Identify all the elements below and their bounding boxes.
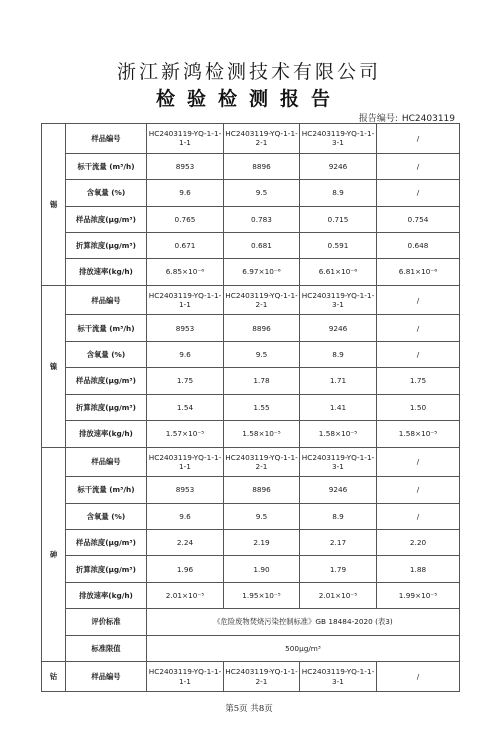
sample-code: HC2403119-YQ-1-1-2-1 (224, 285, 300, 315)
table-row (42, 394, 460, 420)
value-cell: 2.01×10⁻⁵ (300, 582, 377, 608)
sample-code: HC2403119-YQ-1-1-3-1 (300, 124, 377, 154)
value-cell: 1.50 (377, 394, 460, 420)
value-cell: 1.78 (224, 368, 300, 394)
results-table (41, 123, 460, 692)
value-cell: 0.591 (300, 232, 377, 258)
table-row (42, 447, 460, 477)
value-cell: 8.9 (300, 180, 377, 206)
value-cell: 1.88 (377, 556, 460, 582)
value-cell: 9.5 (224, 341, 300, 367)
value-cell: 8953 (147, 477, 224, 503)
row-label: 含氧量 (%) (66, 180, 147, 206)
sample-code: HC2403119-YQ-1-1-1-1 (147, 662, 224, 692)
value-cell: 8896 (224, 153, 300, 179)
value-cell: 0.671 (147, 232, 224, 258)
table-row (42, 153, 460, 179)
row-label: 样品编号 (66, 285, 147, 315)
sample-code: / (377, 447, 460, 477)
value-cell: 1.79 (300, 556, 377, 582)
value-cell: 1.96 (147, 556, 224, 582)
value-cell: 2.19 (224, 530, 300, 556)
value-cell: 9246 (300, 315, 377, 341)
row-label: 折算浓度(μg/m³) (66, 394, 147, 420)
value-cell: 0.754 (377, 206, 460, 232)
row-label: 样品编号 (66, 447, 147, 477)
value-cell: 1.57×10⁻⁵ (147, 421, 224, 447)
table-row (42, 662, 460, 692)
value-cell: 8.9 (300, 341, 377, 367)
sample-code: HC2403119-YQ-1-1-1-1 (147, 447, 224, 477)
value-cell: 6.81×10⁻⁶ (377, 259, 460, 285)
value-cell: 8896 (224, 315, 300, 341)
value-cell: 2.01×10⁻⁵ (147, 582, 224, 608)
value-cell: 9.5 (224, 503, 300, 529)
sample-code: / (377, 124, 460, 154)
value-cell: 0.715 (300, 206, 377, 232)
value-cell: 1.75 (147, 368, 224, 394)
table-row (42, 124, 460, 154)
element-cell: 锡 (42, 124, 66, 286)
value-cell: 0.681 (224, 232, 300, 258)
value-cell: / (377, 180, 460, 206)
table-row (42, 368, 460, 394)
row-label: 样品浓度(μg/m³) (66, 368, 147, 394)
row-label: 排放速率(kg/h) (66, 259, 147, 285)
row-label: 含氧量 (%) (66, 341, 147, 367)
row-label: 评价标准 (66, 609, 147, 635)
value-cell: 1.58×10⁻⁵ (377, 421, 460, 447)
value-cell: 1.75 (377, 368, 460, 394)
row-label: 标准限值 (66, 635, 147, 661)
value-cell: 9.6 (147, 341, 224, 367)
report-number-label: 报告编号: (358, 114, 398, 124)
row-label: 标干流量 (m³/h) (66, 477, 147, 503)
table-row (42, 206, 460, 232)
value-cell: 8.9 (300, 503, 377, 529)
table-row (42, 530, 460, 556)
value-cell: 8896 (224, 477, 300, 503)
value-cell: 2.17 (300, 530, 377, 556)
value-cell: 8953 (147, 153, 224, 179)
sample-code: HC2403119-YQ-1-1-3-1 (300, 662, 377, 692)
row-label: 样品编号 (66, 124, 147, 154)
limit-value: 500μg/m³ (147, 635, 460, 661)
row-label: 含氧量 (%) (66, 503, 147, 529)
report-title: 检验检测报告 (155, 88, 342, 110)
table-row (42, 315, 460, 341)
table-row (42, 582, 460, 608)
table-row (42, 556, 460, 582)
value-cell: 1.58×10⁻⁵ (300, 421, 377, 447)
value-cell: 0.783 (224, 206, 300, 232)
value-cell: / (377, 503, 460, 529)
value-cell: 1.95×10⁻⁵ (224, 582, 300, 608)
row-label: 折算浓度(μg/m³) (66, 556, 147, 582)
report-number-value: HC2403119 (401, 114, 455, 124)
row-label: 标干流量 (m³/h) (66, 153, 147, 179)
value-cell: 9.5 (224, 180, 300, 206)
value-cell: 9246 (300, 477, 377, 503)
value-cell: 6.85×10⁻⁶ (147, 259, 224, 285)
table-row (42, 341, 460, 367)
value-cell: 8953 (147, 315, 224, 341)
value-cell: 6.97×10⁻⁶ (224, 259, 300, 285)
sample-code: / (377, 662, 460, 692)
table-row (42, 503, 460, 529)
value-cell: 1.90 (224, 556, 300, 582)
table-row (42, 477, 460, 503)
value-cell: 6.61×10⁻⁶ (300, 259, 377, 285)
value-cell: 2.20 (377, 530, 460, 556)
element-cell: 镍 (42, 285, 66, 447)
element-cell: 钴 (42, 662, 66, 692)
page-footer: 第5页 共8页 (225, 704, 273, 714)
value-cell: 0.765 (147, 206, 224, 232)
table-row (42, 232, 460, 258)
value-cell: 1.54 (147, 394, 224, 420)
sample-code: HC2403119-YQ-1-1-2-1 (224, 662, 300, 692)
value-cell: / (377, 315, 460, 341)
value-cell: 1.55 (224, 394, 300, 420)
value-cell: 9246 (300, 153, 377, 179)
row-label: 样品浓度(μg/m³) (66, 206, 147, 232)
company-name: 浙江新鸿检测技术有限公司 (116, 61, 381, 83)
value-cell: / (377, 477, 460, 503)
sample-code: HC2403119-YQ-1-1-1-1 (147, 285, 224, 315)
row-label: 标干流量 (m³/h) (66, 315, 147, 341)
table-row (42, 421, 460, 447)
element-cell: 砷 (42, 447, 66, 662)
table-row (42, 285, 460, 315)
row-label: 折算浓度(μg/m³) (66, 232, 147, 258)
table-row (42, 259, 460, 285)
value-cell: 1.58×10⁻⁵ (224, 421, 300, 447)
value-cell: 1.71 (300, 368, 377, 394)
row-label: 排放速率(kg/h) (66, 582, 147, 608)
row-label: 排放速率(kg/h) (66, 421, 147, 447)
value-cell: / (377, 341, 460, 367)
table-row (42, 635, 460, 661)
value-cell: / (377, 153, 460, 179)
value-cell: 1.99×10⁻⁵ (377, 582, 460, 608)
value-cell: 9.6 (147, 503, 224, 529)
value-cell: 2.24 (147, 530, 224, 556)
value-cell: 0.648 (377, 232, 460, 258)
sample-code: HC2403119-YQ-1-1-2-1 (224, 447, 300, 477)
row-label: 样品浓度(μg/m³) (66, 530, 147, 556)
table-row (42, 180, 460, 206)
sample-code: HC2403119-YQ-1-1-3-1 (300, 447, 377, 477)
sample-code: / (377, 285, 460, 315)
value-cell: 9.6 (147, 180, 224, 206)
row-label: 样品编号 (66, 662, 147, 692)
standard-value: 《危险废物焚烧污染控制标准》GB 18484-2020 (表3) (147, 609, 460, 635)
value-cell: 1.41 (300, 394, 377, 420)
sample-code: HC2403119-YQ-1-1-3-1 (300, 285, 377, 315)
table-row (42, 609, 460, 635)
sample-code: HC2403119-YQ-1-1-2-1 (224, 124, 300, 154)
sample-code: HC2403119-YQ-1-1-1-1 (147, 124, 224, 154)
